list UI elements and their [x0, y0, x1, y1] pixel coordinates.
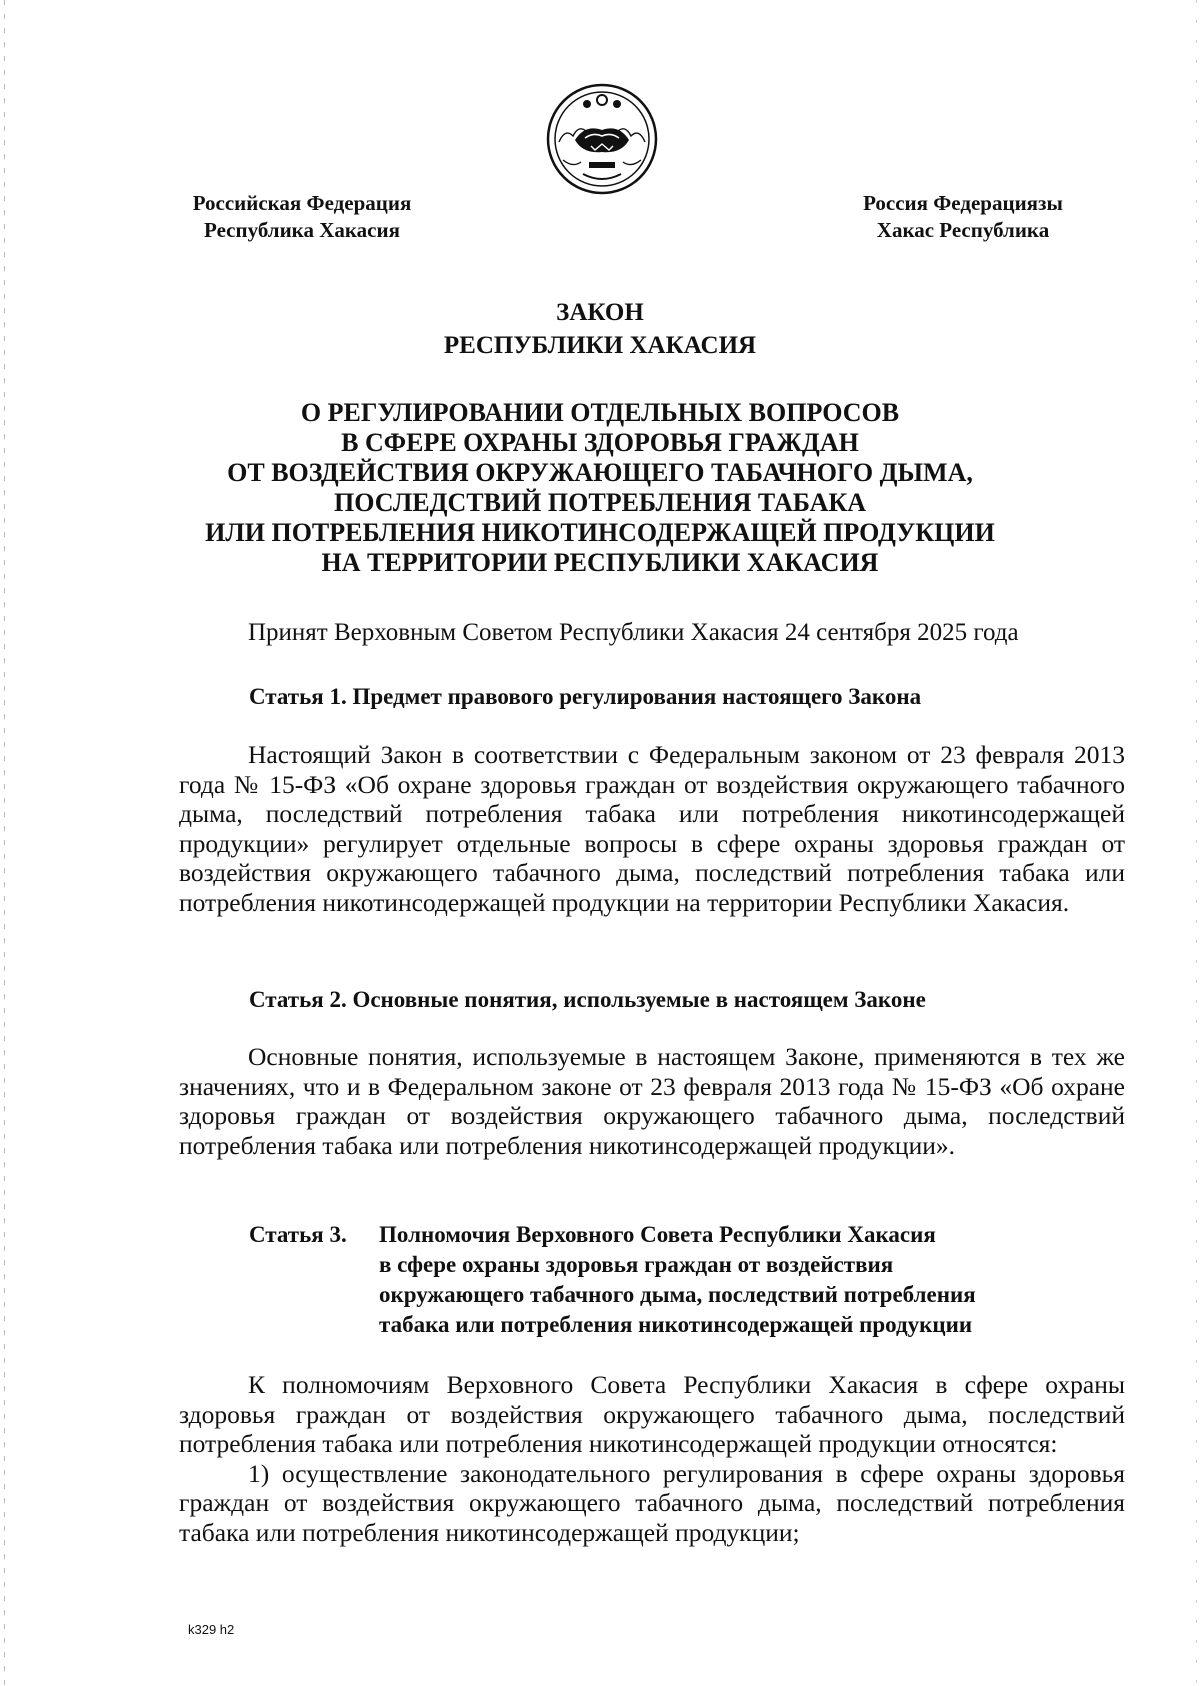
article-3-heading-line: окружающего табачного дыма, последствий потребления: [379, 1282, 976, 1307]
law-subject-line: О РЕГУЛИРОВАНИИ ОТДЕЛЬНЫХ ВОПРОСОВ: [300, 398, 900, 427]
article-3-body: [179, 1370, 1125, 1547]
coat-of-arms-emblem: [545, 82, 659, 196]
law-subject-line: В СФЕРЕ ОХРАНЫ ЗДОРОВЬЯ ГРАЖДАН: [341, 428, 859, 457]
article-3-heading-line: табака или потребления никотинсодержащей продукции: [379, 1312, 973, 1337]
article-3-paragraph: К полномочиям Верховного Совета Республики Хакасия в сфере охраны здоровья граждан от воздействия окружающего табачного дыма, последствий потребления табака или потребления никотинсодержащей продукции относятся:: [179, 1370, 1125, 1458]
header-left: [172, 190, 432, 244]
article-3-heading: [249, 1220, 976, 1340]
law-subject-line: ИЛИ ПОТРЕБЛЕНИЯ НИКОТИНСОДЕРЖАЩЕЙ ПРОДУКЦИИ: [205, 518, 995, 547]
law-republic: РЕСПУБЛИКИ ХАКАСИЯ: [443, 332, 757, 359]
article-2-heading: Статья 2. Основные понятия, используемые в настоящем Законе: [249, 987, 926, 1012]
article-3-heading-line: в сфере охраны здоровья граждан от воздействия: [379, 1252, 894, 1277]
header-left-line-2: Республика Хакасия: [204, 218, 400, 242]
law-subject-line: ОТ ВОЗДЕЙСТВИЯ ОКРУЖАЮЩЕГО ТАБАЧНОГО ДЫМА,: [227, 458, 973, 487]
header-right: [828, 190, 1098, 244]
article-3-item-1: 1) осуществление законодательного регулирования в сфере охраны здоровья граждан от воздействия окружающего табачного дыма, последствий потребления табака или потребления никотинсодержащей продукции;: [179, 1458, 1125, 1547]
article-2-body: [179, 1042, 1125, 1160]
law-title: [0, 296, 1200, 362]
scan-edge-left: [4, 0, 5, 1686]
header-right-line-1: Россия Федерациязы: [863, 191, 1063, 215]
adoption-note: Принят Верховным Советом Республики Хакасия 24 сентября 2025 года: [248, 619, 1019, 646]
article-2-paragraph: Основные понятия, используемые в настоящем Законе, применяются в тех же значениях, что и в Федеральном законе от 23 февраля 2013 года № 15-ФЗ «Об охране здоровья граждан от воздействия окружающего табачного дыма, последствий потребления табака или потребления никотинсодержащей продукции».: [179, 1042, 1125, 1160]
scan-edge-right: [1196, 0, 1197, 1686]
header-right-line-2: Хакас Республика: [876, 218, 1050, 242]
law-subject-line: ПОСЛЕДСТВИЙ ПОТРЕБЛЕНИЯ ТАБАКА: [334, 488, 866, 517]
header-left-line-1: Российская Федерация: [192, 191, 412, 215]
article-1-paragraph: Настоящий Закон в соответствии с Федеральным законом от 23 февраля 2013 года № 15-ФЗ «Об охране здоровья граждан от воздействия окружающего табачного дыма, последствий потребления табака или потребления никотинсодержащей продукции» регулирует отдельные вопросы в сфере охраны здоровья граждан от воздействия окружающего табачного дыма, последствий потребления табака или потребления никотинсодержащей продукции на территории Республики Хакасия.: [179, 740, 1125, 917]
law-subject: [0, 398, 1200, 578]
article-3-number: Статья 3.: [249, 1222, 347, 1247]
article-3-heading-line: Полномочия Верховного Совета Республики Хакасия: [379, 1222, 936, 1247]
article-1-body: [179, 740, 1125, 917]
law-subject-line: НА ТЕРРИТОРИИ РЕСПУБЛИКИ ХАКАСИЯ: [321, 548, 879, 577]
document-code: k329 h2: [188, 1622, 235, 1637]
article-1-heading: Статья 1. Предмет правового регулирования настоящего Закона: [249, 684, 922, 709]
law-word: ЗАКОН: [556, 299, 644, 326]
